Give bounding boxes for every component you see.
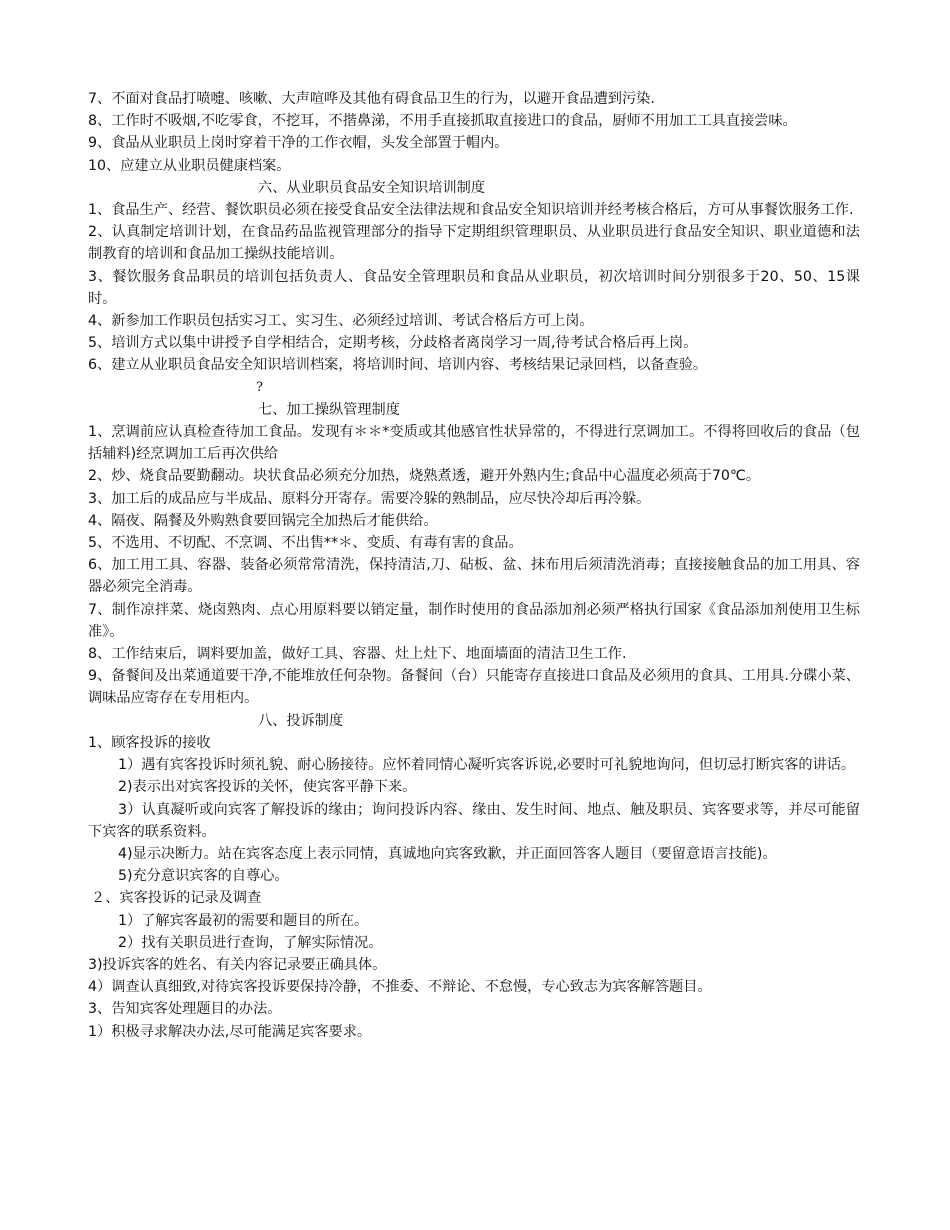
paragraph: 6、建立从业职员食品安全知识培训档案，将培训时间、培训内容、考核结果记录回档，以备查验。: [88, 357, 708, 374]
paragraph: 3、餐饮服务食品职员的培训包括负责人、食品安全管理职员和食品从业职员，初次培训时间分别很多于20、50、15课时。: [88, 268, 860, 307]
paragraph: 9、备餐间及出菜通道要干净,不能堆放任何杂物。备餐间（台）只能寄存直接进口食品及必须用的食具、工用具.分碟小菜、调味品应寄存在专用柜内。: [88, 668, 860, 707]
stray-mark: ?: [256, 379, 263, 395]
paragraph: 4)显示决断力。站在宾客态度上表示同情，真诚地向宾客致歉，并正面回答客人题目（要留意语言技能)。: [118, 845, 777, 862]
paragraph: 7、制作凉拌菜、烧卤熟肉、点心用原料要以销定量，制作时使用的食品添加剂必须严格执行国家《食品添加剂使用卫生标准》。: [88, 601, 860, 640]
paragraph: 1、顾客投诉的接收: [88, 734, 211, 751]
paragraph: 3)投诉宾客的姓名、有关内容记录要正确具体。: [88, 956, 387, 973]
paragraph: 5、不选用、不切配、不烹调、不出售**＊、变质、有毒有害的食品。: [88, 535, 523, 552]
paragraph: 6、加工用工具、容器、装备必须常常清洗，保持清洁,刀、砧板、盆、抹布用后须清洗消毒；直接接触食品的加工用具、容器必须完全消毒。: [88, 557, 860, 596]
document-page: [88, 88, 860, 1043]
paragraph: 2、炒、烧食品要勤翻动。块状食品必须充分加热，烧熟煮透，避开外熟内生;食品中心温度必须高于70℃。: [88, 468, 761, 485]
paragraph: 5、培训方式以集中讲授予自学相结合，定期考核，分歧格者离岗学习一周,待考试合格后再上岗。: [88, 335, 698, 352]
paragraph: 4）调查认真细致,对待宾客投诉要保持冷静，不推委、不辩论、不怠慢，专心致志为宾客解答题目。: [88, 979, 712, 996]
paragraph: 2)表示出对宾客投诉的关怀，使宾客平静下来。: [118, 779, 417, 796]
paragraph: 1、食品生产、经营、餐饮职员必须在接受食品安全法律法规和食品安全知识培训并经考核合格后，方可从事餐饮服务工作.: [88, 202, 854, 219]
paragraph: 3）认真凝听或向宾客了解投诉的缘由；询问投诉内容、缘由、发生时间、地点、触及职员、宾客要求等，并尽可能留下宾客的联系资料。: [88, 801, 860, 840]
paragraph: 4、隔夜、隔餐及外购熟食要回锅完全加热后才能供给。: [88, 512, 438, 529]
paragraph: 1）了解宾客最初的需要和题目的所在。: [118, 912, 369, 929]
paragraph: 1、烹调前应认真检查待加工食品。发现有＊＊*变质或其他感官性状异常的，不得进行烹调加工。不得将回收后的食品（包括辅料)经烹调加工后再次供给: [88, 424, 860, 463]
section-heading: 六、从业职员食品安全知识培训制度: [258, 179, 486, 196]
paragraph: 8、工作结束后，调料要加盖，做好工具、容器、灶上灶下、地面墙面的清洁卫生工作.: [88, 646, 627, 663]
paragraph: 7、不面对食品打喷嚏、咳嗽、大声喧哗及其他有碍食品卫生的行为，以避开食品遭到污染.: [88, 91, 655, 107]
paragraph: 3、加工后的成品应与半成品、原料分开寄存。需要冷躲的熟制品，应尽快冷却后再冷躲。: [88, 490, 651, 507]
paragraph: 5)充分意识宾客的自尊心。: [118, 868, 289, 885]
paragraph: 2、认真制定培训计划，在食品药品监视管理部分的指导下定期组织管理职员、从业职员进行食品安全知识、职业道德和法制教育的培训和食品加工操纵技能培训。: [88, 224, 860, 263]
paragraph: 8、工作时不吸烟,不吃零食，不挖耳，不揩鼻涕，不用手直接抓取直接进口的食品，厨师不用加工工具直接尝味。: [88, 113, 797, 130]
paragraph: 1）积极寻求解决办法,尽可能满足宾客要求。: [88, 1023, 372, 1040]
paragraph: 3、告知宾客处理题目的办法。: [88, 1001, 282, 1018]
paragraph: 1）遇有宾客投诉时须礼貌、耐心肠接待。应怀着同情心凝听宾客诉说,必要时可礼貌地询问，但切忌打断宾客的讲话。: [118, 757, 856, 774]
paragraph: 4、新参加工作职员包括实习工、实习生、必须经过培训、考试合格后方可上岗。: [88, 313, 594, 330]
paragraph: 9、食品从业职员上岗时穿着干净的工作衣帽，头发全部置于帽内。: [88, 135, 509, 152]
paragraph: ２、宾客投诉的记录及调查: [91, 890, 262, 907]
section-heading: 八、投诉制度: [258, 712, 344, 729]
paragraph: 2）找有关职员进行查询，了解实际情况。: [118, 934, 383, 951]
paragraph: 10、应建立从业职员健康档案。: [88, 157, 291, 174]
section-heading: 七、加工操纵管理制度: [258, 401, 400, 418]
